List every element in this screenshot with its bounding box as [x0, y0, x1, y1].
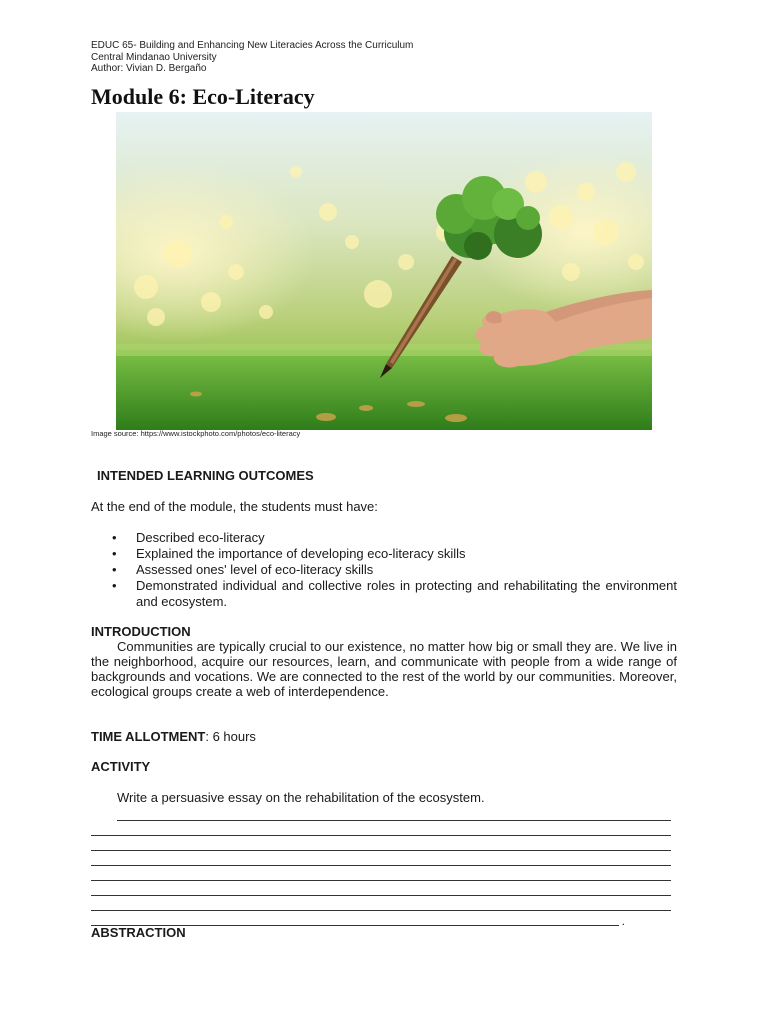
course-title: EDUC 65- Building and Enhancing New Literacies Across the Curriculum	[91, 40, 414, 51]
list-item: • Described eco-literacy	[91, 530, 677, 546]
time-allotment-value: : 6 hours	[205, 729, 256, 744]
list-item: • Demonstrated individual and collective roles in protecting and rehabilitating the environment and ecosystem.	[91, 578, 677, 610]
outcomes-lead: At the end of the module, the students must have:	[91, 499, 378, 514]
list-item: • Explained the importance of developing eco-literacy skills	[91, 546, 677, 562]
answer-line[interactable]	[117, 806, 671, 821]
list-item: • Assessed ones' level of eco-literacy skills	[91, 562, 677, 578]
outcomes-list	[91, 530, 677, 610]
time-allotment	[91, 729, 256, 744]
author-line: Author: Vivian D. Bergaño	[91, 63, 207, 74]
hand-holding-tree-pencil-illustration	[116, 112, 652, 430]
module-title: Module 6: Eco-Literacy	[91, 84, 315, 109]
introduction-heading: INTRODUCTION	[91, 624, 191, 639]
answer-line[interactable]	[91, 896, 671, 911]
activity-prompt: Write a persuasive essay on the rehabilitation of the ecosystem.	[117, 790, 485, 805]
abstraction-heading: ABSTRACTION	[91, 925, 186, 940]
answer-line[interactable]	[91, 866, 671, 881]
answer-line[interactable]	[91, 821, 671, 836]
image-source-caption: Image source: https://www.istockphoto.com/photos/eco-literacy	[91, 429, 301, 438]
answer-line[interactable]	[91, 851, 671, 866]
introduction-text: Communities are typically crucial to our existence, no matter how big or small they are. We live in the neighborhood, acquire our resources, learn, and communicate with people from a wide range of backgrounds and vocations. We are connected to the rest of the world by our communities. Moreover, ecological groups create a web of interdependence.	[91, 639, 677, 699]
course-header	[91, 40, 413, 75]
time-allotment-label: TIME ALLOTMENT	[91, 729, 206, 744]
essay-answer-lines[interactable]	[91, 806, 671, 926]
outcomes-heading: INTENDED LEARNING OUTCOMES	[97, 468, 314, 483]
answer-line[interactable]	[91, 836, 671, 851]
activity-heading: ACTIVITY	[91, 759, 151, 774]
answer-line[interactable]	[91, 911, 625, 928]
end-period: .	[621, 914, 625, 928]
answer-line[interactable]	[91, 881, 671, 896]
university-name: Central Mindanao University	[91, 51, 217, 63]
eco-literacy-image	[116, 112, 652, 430]
